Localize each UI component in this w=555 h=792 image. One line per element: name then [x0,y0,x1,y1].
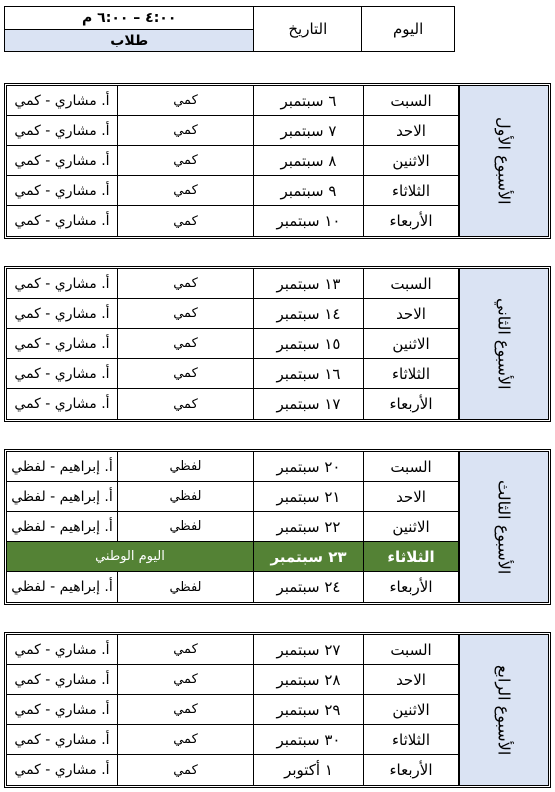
teacher-cell: أ. مشاري - كمي [7,146,118,175]
day-cell: السبت [390,91,432,110]
holiday-row [7,542,458,572]
subject-cell: لفظي [118,572,254,602]
table-row [7,572,458,602]
day-cell: الأربعاء [389,212,433,230]
date-cell: ٦ سبتمبر [254,86,364,115]
day-cell: الأربعاء [389,395,433,413]
day-cell: الاثنين [392,151,430,170]
teacher-cell: أ. إبراهيم - لفظي [7,572,118,602]
date-cell: ١٣ سبتمبر [254,269,364,298]
date-cell: ٢٧ سبتمبر [254,635,364,664]
time-slot-column [5,7,254,51]
teacher-cell: أ. مشاري - كمي [7,635,118,664]
table-row [7,482,458,512]
day-cell: الأربعاء [389,578,433,596]
teacher-cell: أ. مشاري - كمي [7,725,118,754]
subject-cell: كمي [118,359,254,388]
date-cell: ١٥ سبتمبر [254,329,364,358]
day-cell: الاثنين [392,700,430,719]
day-cell: الاثنين [392,334,430,353]
subject-cell: لفظي [118,452,254,481]
subject-cell: لفظي [118,512,254,541]
subject-cell: كمي [118,389,254,419]
time-slot: ٤:٠٠ – ٦:٠٠ م [5,7,253,30]
table-row [7,755,458,785]
teacher-cell: أ. مشاري - كمي [7,329,118,358]
subject-cell: كمي [118,725,254,754]
week-1-table [4,83,551,239]
day-cell: الثلاثاء [391,730,430,749]
teacher-cell: أ. مشاري - كمي [7,116,118,145]
table-row [7,635,458,665]
week-label-cell [458,86,548,236]
schedule-header [4,6,455,52]
teacher-cell: أ. إبراهيم - لفظي [7,452,118,481]
week-label-cell [458,452,548,602]
teacher-cell: أ. مشاري - كمي [7,755,118,785]
teacher-cell: أ. مشاري - كمي [7,176,118,205]
date-cell: ٢٩ سبتمبر [254,695,364,724]
teacher-cell: أ. مشاري - كمي [7,269,118,298]
day-cell: السبت [390,457,432,476]
table-row [7,176,458,206]
table-row [7,269,458,299]
week-3-table [4,449,551,605]
teacher-cell: أ. مشاري - كمي [7,695,118,724]
table-row [7,359,458,389]
day-cell: الثلاثاء [387,547,435,566]
teacher-cell: أ. إبراهيم - لفظي [7,512,118,541]
subject-cell: كمي [118,299,254,328]
week-label: الأسبوع الرابع [494,664,514,756]
week-4-table [4,632,551,788]
table-row [7,512,458,542]
day-column-header: اليوم [392,20,424,38]
date-cell: ٢٢ سبتمبر [254,512,364,541]
subject-cell: كمي [118,86,254,115]
table-row [7,452,458,482]
subject-cell: كمي [118,755,254,785]
teacher-cell: أ. مشاري - كمي [7,389,118,419]
table-row [7,206,458,236]
day-cell: الاحد [396,304,426,323]
date-cell: ٨ سبتمبر [254,146,364,175]
subject-cell: كمي [118,176,254,205]
date-cell: ٩ سبتمبر [254,176,364,205]
audience-label: طلاب [5,30,253,51]
date-cell: ٢٤ سبتمبر [254,572,364,602]
date-cell: ٧ سبتمبر [254,116,364,145]
date-cell: ٣٠ سبتمبر [254,725,364,754]
date-cell: ٢٠ سبتمبر [254,452,364,481]
week-label: الأسبوع الثاني [494,298,514,390]
table-row [7,299,458,329]
week-2-table [4,266,551,422]
table-row [7,695,458,725]
table-row [7,389,458,419]
week-2-rows [7,269,458,419]
day-cell: الاثنين [392,517,430,536]
date-column-header: التاريخ [254,7,362,51]
day-cell: السبت [390,640,432,659]
teacher-cell: أ. إبراهيم - لفظي [7,482,118,511]
day-cell: الأربعاء [389,761,433,779]
teacher-cell: أ. مشاري - كمي [7,299,118,328]
day-cell: الثلاثاء [391,181,430,200]
subject-cell: كمي [118,269,254,298]
date-cell: ١٤ سبتمبر [254,299,364,328]
subject-cell: كمي [118,116,254,145]
date-cell: ٢١ سبتمبر [254,482,364,511]
teacher-cell: أ. مشاري - كمي [7,359,118,388]
day-cell: الاحد [396,487,426,506]
week-label: الأسبوع الثالث [494,479,514,575]
subject-cell: كمي [118,146,254,175]
subject-cell: كمي [118,329,254,358]
week-label: الأسبوع الأول [494,117,514,205]
table-row [7,146,458,176]
table-row [7,329,458,359]
holiday-cell: اليوم الوطني [7,542,254,571]
week-label-cell [458,635,548,785]
subject-cell: كمي [118,206,254,236]
week-label-cell [458,269,548,419]
week-1-rows [7,86,458,236]
subject-cell: كمي [118,665,254,694]
date-cell: ٢٣ سبتمبر [254,542,364,571]
day-cell: الثلاثاء [391,364,430,383]
date-cell: ١٦ سبتمبر [254,359,364,388]
week-3-rows [7,452,458,602]
teacher-cell: أ. مشاري - كمي [7,665,118,694]
table-row [7,86,458,116]
date-cell: ١٧ سبتمبر [254,389,364,419]
table-row [7,665,458,695]
day-cell: السبت [390,274,432,293]
day-cell: الاحد [396,121,426,140]
week-4-rows [7,635,458,785]
date-cell: ١٠ سبتمبر [254,206,364,236]
date-cell: ٢٨ سبتمبر [254,665,364,694]
subject-cell: كمي [118,635,254,664]
table-row [7,116,458,146]
table-row [7,725,458,755]
subject-cell: لفظي [118,482,254,511]
teacher-cell: أ. مشاري - كمي [7,86,118,115]
date-cell: ١ أكتوبر [254,755,364,785]
subject-cell: كمي [118,695,254,724]
day-cell: الاحد [396,670,426,689]
teacher-cell: أ. مشاري - كمي [7,206,118,236]
